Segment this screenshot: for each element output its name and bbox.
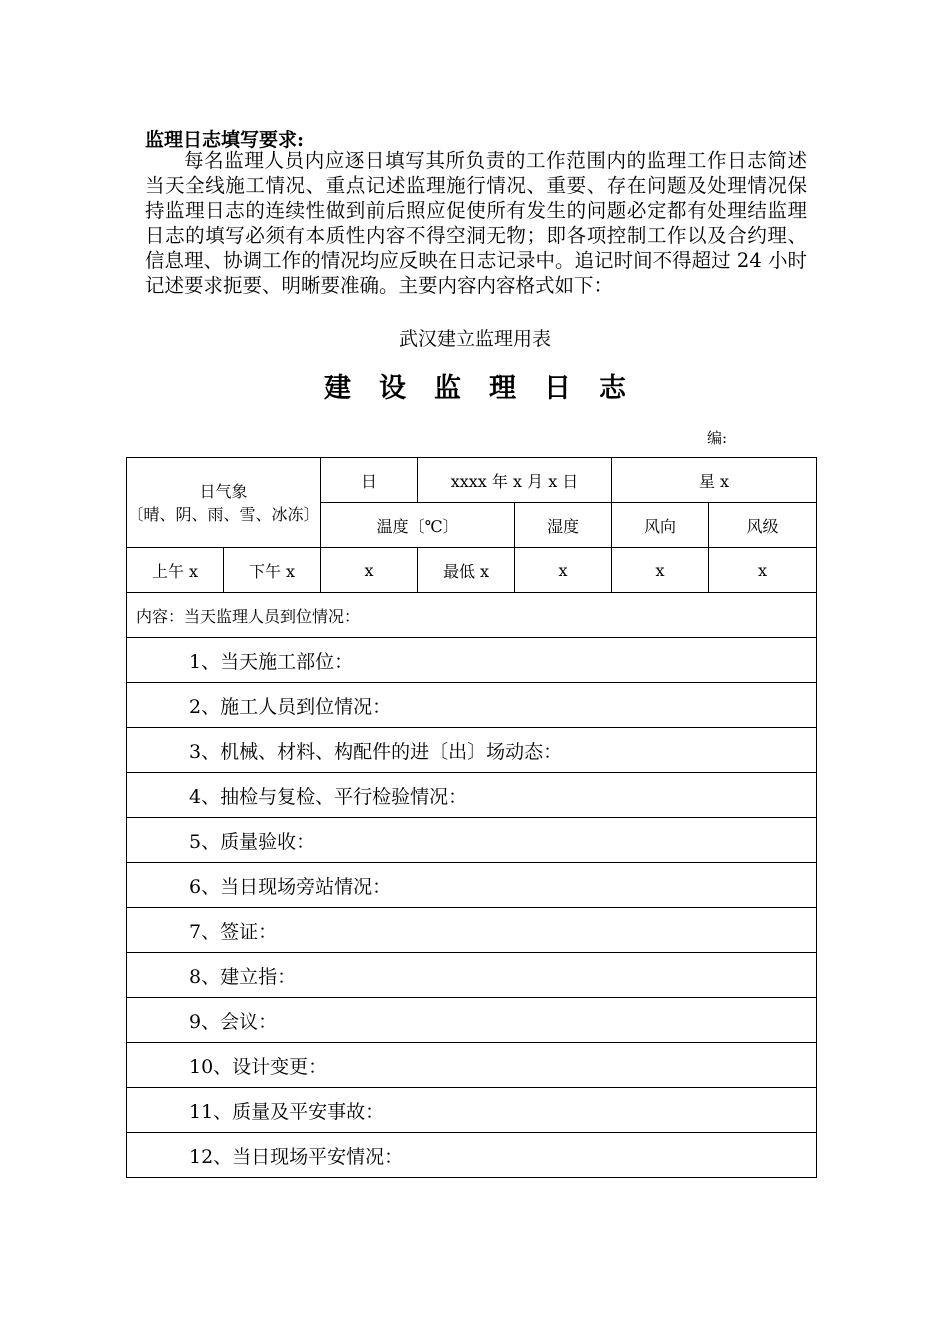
content-item: 6、当日现场旁站情况： [127,863,817,908]
content-item: 8、建立指： [127,953,817,998]
temperature-label: 温度〔℃〕 [321,503,515,548]
content-item: 12、当日现场平安情况： [127,1133,817,1178]
weather-label-cell [127,458,321,548]
content-item: 3、机械、材料、构配件的进〔出〕场动态： [127,728,817,773]
content-item: 7、签证： [127,908,817,953]
wind-direction-label: 风向 [612,503,709,548]
weather-label: 日气象 [199,481,248,501]
form-org: 武汉建立监理用表 [398,328,551,350]
date-value: xxxx 年 x 月 x 日 [418,458,612,503]
weather-options: 〔晴、阴、雨、雪、冰冻〕 [127,504,320,524]
wind-level-label: 风级 [709,503,817,548]
content-item: 1、当天施工部位： [127,638,817,683]
weekday: 星 x [612,458,817,503]
content-item: 9、会议： [127,998,817,1043]
weather-am: 上午 x [127,548,224,593]
weather-pm: 下午 x [224,548,321,593]
requirements-body: 每名监理人员内应逐日填写其所负责的工作范围内的监理工作日志简述当天全线施工情况、重点记述监理施行情况、重要、存在问题及处理情况保持监理日志的连续性做到前后照应促使所有发生的问题必定都有处理结监理日志的填写必须有本质性内容不得空洞无物；即各项控制工作以及合约理、信息理、协调工作的情况均应反映在日志记录中。追记时间不得超过 24 小时记述要求扼要、明晰要准确。主要内容内容格式如下： [145,149,807,297]
form-title: 建设监理日志 [324,373,654,404]
temperature-high: x [321,548,418,593]
date-label: 日 [321,458,418,503]
form-code-label: 编: [707,429,728,447]
content-item: 4、抽检与复检、平行检验情况： [127,773,817,818]
temperature-low: 最低 x [418,548,515,593]
wind-level-value: x [709,548,817,593]
wind-direction-value: x [612,548,709,593]
supervision-log-table [126,457,817,1178]
content-item: 2、施工人员到位情况： [127,683,817,728]
content-item: 10、设计变更： [127,1043,817,1088]
humidity-value: x [515,548,612,593]
humidity-label: 湿度 [515,503,612,548]
requirements-heading: 监理日志填写要求: [145,129,305,151]
content-item: 11、质量及平安事故： [127,1088,817,1133]
content-heading: 内容：当天监理人员到位情况： [127,593,817,638]
content-item: 5、质量验收： [127,818,817,863]
